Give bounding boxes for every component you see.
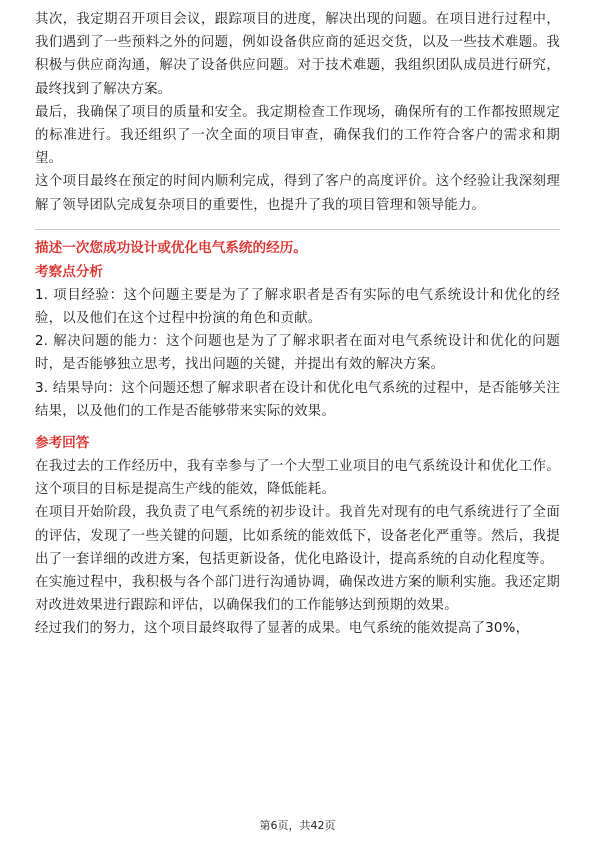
analysis-item: 3. 结果导向：这个问题还想了解求职者在设计和优化电气系统的过程中，是否能够关注结果，以及他们的工作是否能够带来实际的效果。 [35,380,560,419]
answer-title: 参考回答 [35,435,90,452]
answer-paragraph: 在项目开始阶段，我负责了电气系统的初步设计。我首先对现有的电气系统进行了全面的评估，发现了一些关键的问题，比如系统的能效低下，设备老化严重等。然后，我提出了一套详细的改进方案，包括更新设备，优化电路设计，提高系统的自动化程度等。 [35,505,560,567]
analysis-item: 1. 项目经验：这个问题主要是为了了解求职者是否有实际的电气系统设计和优化的经验，以及他们在这个过程中扮演的角色和贡献。 [35,287,560,327]
intro-paragraph: 最后，我确保了项目的质量和安全。我定期检查工作现场，确保所有的工作都按照规定的标准进行。我还组织了一次全面的项目审查，确保我们的工作符合客户的需求和期望。 [35,104,560,167]
page-number: 第6页，共42页 [259,819,336,832]
analysis-item: 2. 解决问题的能力：这个问题也是为了了解求职者在面对电气系统设计和优化的问题时，是否能够独立思考，找出问题的关键，并提出有效的解决方案。 [35,334,560,373]
answer-paragraph: 在实施过程中，我积极与各个部门进行沟通协调，确保改进方案的顺利实施。我还定期对改进效果进行跟踪和评估，以确保我们的工作能够达到预期的效果。 [35,575,560,614]
answer-paragraph: 在我过去的工作经历中，我有幸参与了一个大型工业项目的电气系统设计和优化工作。这个项目的目标是提高生产线的能效，降低能耗。 [35,459,560,498]
answer-paragraph: 经过我们的努力，这个项目最终取得了显著的成果。电气系统的能效提高了30%， [35,621,530,637]
section-divider [35,229,560,230]
question-heading: 描述一次您成功设计或优化电气系统的经历。 [35,239,307,256]
analysis-title: 考察点分析 [35,263,103,280]
intro-paragraph: 其次，我定期召开项目会议，跟踪项目的进度，解决出现的问题。在项目进行过程中，我们遇到了一些预料之外的问题，例如设备供应商的延迟交货，以及一些技术难题。我积极与供应商沟通，解决了设备供应问题。对于技术难题，我组织团队成员进行研究，最终找到了解决方案。 [35,12,560,97]
page-content [35,8,560,641]
intro-paragraph: 这个项目最终在预定的时间内顺利完成，得到了客户的高度评价。这个经验让我深刻理解了领导团队完成复杂项目的重要性，也提升了我的项目管理和领导能力。 [35,174,560,213]
